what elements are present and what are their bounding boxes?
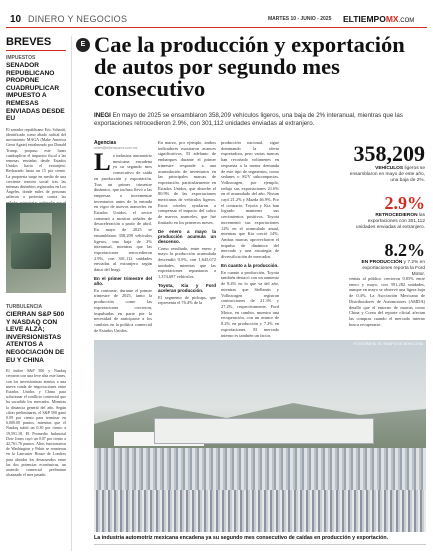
stat-strong: EN PRODUCCIÓN: [361, 260, 403, 265]
body-text: El segmento de pickups, que representa el 76.4% de la: [158, 294, 216, 306]
brief-headline: CIERRAN S&P 500 Y NASDAQ CON LEVE ALZA; INVERSIONISTAS ATENTOS A NEGOCIACIÓN DE EU Y CHINA: [6, 311, 65, 364]
brief-photo: [6, 203, 66, 293]
byline: Agencias: [94, 140, 117, 146]
body-text: ventas al público crecieron 0.85% entre enero y mayo, con 591,282 unidades, aunque en mayo se observó una ligera baja de 0.4%. La Asociación Mexicana de Distribuidores de Automotores (AMDA) detalló que el entorno de marcas como China y Corea del reporte oficial afectan las compras cuando el mercado interno busca recuperarse.: [349, 276, 425, 327]
stat-desc: [349, 166, 425, 184]
briefs-title: BREVES: [6, 36, 66, 51]
body-text: Como resultado, entre enero y mayo la producción acumulada descendió 0.5%, con 1,645,672 unidades, mientras que las exportaciones repuntaron a 1,374,697 vehículos.: [158, 245, 216, 280]
stat-strong: VEHÍCULOS: [375, 166, 404, 171]
column-divider: [71, 36, 72, 551]
photo-caption: La industria automotriz mexicana encadena ya su segundo mes consecutivo de caídas en producción y exportación.: [94, 535, 426, 545]
subhead: De enero a mayo la producción acumula un descenso.: [158, 228, 216, 244]
drop-cap: L: [94, 149, 111, 176]
subhead: En cuanto a la producción.: [221, 262, 279, 268]
issue-date: MARTES 10 - JUNIO - 2025: [268, 16, 332, 22]
brand-main: ELTIEMPO: [343, 14, 386, 24]
body-text: producción nacional, sigue dominando la oferta exportadora, pero varias marcas han recortado volúmenes en respuesta a la menor demanda de este tipo de segmentos, como sedanes o SUV subcompactas. Volkswagen, por ejemplo, redujo sus exportaciones 21.6% en el acumulado del año. Nissan cayó 21.2% y Mazda 46.9%. Por el contrario, Toyota y Kia han logrado mantener sus crecimientos positivos. Toyota incrementó sus exportaciones 12% en el acumulado anual, mientras que Kia creció 14%. Ambas marcas aprovecharon el impulso de dinámica del mercado y una estrategia de diversificación de mercados.: [221, 140, 279, 260]
briefs-column-2: [6, 300, 66, 477]
lede-source: INEGI: [94, 112, 111, 119]
article-headline: Cae la producción y exportación de autos por segundo mes consecutivo: [94, 32, 405, 101]
body-text: En cuanto a producción, Toyota también destacó con un aumento de 8.4% en lo que va del año, mientras que Stellantis y Volkswagen registran contracciones de 21.3% y 27.2%, respectivamente. Ford Motor, en cambio, muestra una recuperación, con un avance de 8.2% en producción y 7.2% en exportaciones. El mercado interno es también un factor.: [221, 269, 279, 338]
stats-sidebar: [349, 143, 425, 288]
stat-strong: RETROCEDIERON: [375, 213, 418, 218]
article-column-1: [94, 140, 152, 333]
brand-mx: MX: [385, 14, 399, 24]
body-text: a industria automotriz mexicana encadena ya su segundo mes consecutivo de caída en producción y exportación. Tras un primer trimestre dinámico, que incluso llevó a las empresas a incrementar inventarios antes de la entrada en vigor de nuevos aranceles en Estados Unidos, el sector comenzó a mostrar señales de desaceleración a partir de abril. En mayo de 2025 se ensamblaron 358,209 vehículos ligeros, una baja de 2% interanual, mientras que las exportaciones retrocedieron 2.9%, con 301,112 unidades enviadas al extranjero según datos del Inegi.: [94, 153, 152, 273]
brand-com: .COM: [398, 18, 415, 24]
stat-value: 8.2%: [384, 240, 425, 260]
stat-value: 358,209: [353, 141, 425, 166]
brief-body: El senador republicano Eric Schmitt, identificado como aliado radical del movimiento MAGA (Make America Great Again) encabezado por Donald Trump, propuso este lunes cuadruplicar el impuesto fiscal a las remesas enviadas desde Estados Unidos hacia el extranjero. Rechazado hasta un 15 por ciento. La propuesta surge en medio de una creciente tensión social tras las intensas disturbios registrados en Los Ángeles, donde miles de personas salieron a protestar contra las: [6, 126, 66, 200]
section-logo-icon: E: [76, 38, 90, 52]
stat-text: y 7.2% en exportaciones reporta la Ford Motor.: [362, 260, 425, 277]
article-column-5: [349, 276, 425, 327]
byline-email: redes@eltiempomx.com.mx: [94, 146, 138, 150]
page-number: 10: [10, 14, 22, 25]
article-column-2: [158, 140, 216, 306]
lede-text: En mayo de 2025 se ensamblaron 358,209 vehículos ligeros, una baja de 2% interanual, mientras que las exportaciones retrocedieron 2.9%, con 301,112 unidades enviadas al extranjero.: [94, 112, 403, 127]
subhead: Toyota, Kia y Ford aceleran producción.: [158, 282, 216, 293]
article-photo: [94, 340, 426, 532]
article-column-3: [221, 140, 279, 338]
brief-headline: SENADOR REPUBLICANO PROPONE CUADRUPLICAR IMPUESTO A REMESAS ENVIADAS DESDE EU: [6, 62, 65, 123]
article-lede: [94, 112, 424, 128]
stat-desc: [349, 213, 425, 231]
body-text: En marzo, por ejemplo, ambos indicadores mostraron avances significativos. El adelanto de embarques durante el primer trimestre responde a una acumulación de inventarios en las principales marcas de exportación, particularmente en Estados Unidos, que absorbe el 80.9% de las exportaciones mexicanas de vehículos ligeros. Estos niveles ayudaron a compensar el impacto del cobro de nuevos aranceles, que fue limitado en los primeros meses.: [158, 140, 216, 225]
photo-credit: FOTOGRAFÍA: EL TIEMPO DE MONCLOVA: [353, 342, 423, 346]
subhead: En el primer trimestre del año.: [94, 275, 152, 286]
briefs-column: [6, 36, 66, 231]
section-name: DINERO Y NEGOCIOS: [28, 14, 128, 24]
masthead-logo: [343, 14, 414, 24]
stat-text: ligeros se ensamblaron en mayo de este año, una baja de 2%.: [349, 166, 425, 183]
stat-value: 2.9%: [384, 193, 425, 213]
brief-body: El índice S&P 500 y Nasdaq cerraron con una leve alza este lunes, con los inversionistas atentos a una nueva ronda de negociaciones entre Estados Unidos y China para solucionar el conflicto comercial que ha sacudido los mercados. Mientras la distancia general del año. Según cifras preliminares, el S&P 500 ganó 0.09 por ciento para terminar en 6,000.00 puntos, mientras que el Nasdaq subió un 0.30 por ciento a 19,591.18. El Promedio Industrial Dow Jones cayó un 0.07 por ciento a 42,761.76 puntos. Altos funcionarios de Washington y Pekín se reunieron en la Lancaster House de Londres para abordar los desacuerdos entre las dos potencias económicas, un acuerdo comercial preliminar alcanzado el mes pasado.: [6, 368, 66, 478]
brief-kicker: TURBULENCIA: [6, 304, 43, 310]
page-header: [6, 14, 427, 28]
stat-text: las exportaciones con 301,112 unidades enviadas al extranjero.: [355, 213, 425, 230]
body-text: En contraste, durante el primer trimestre de 2025, tanto la producción como las exportaciones crecieron, impulsadas en parte por la necesidad de anticiparse a los cambios en la política comercial de Estados Unidos.: [94, 287, 152, 333]
brief-kicker: IMPUESTOS: [6, 55, 36, 61]
